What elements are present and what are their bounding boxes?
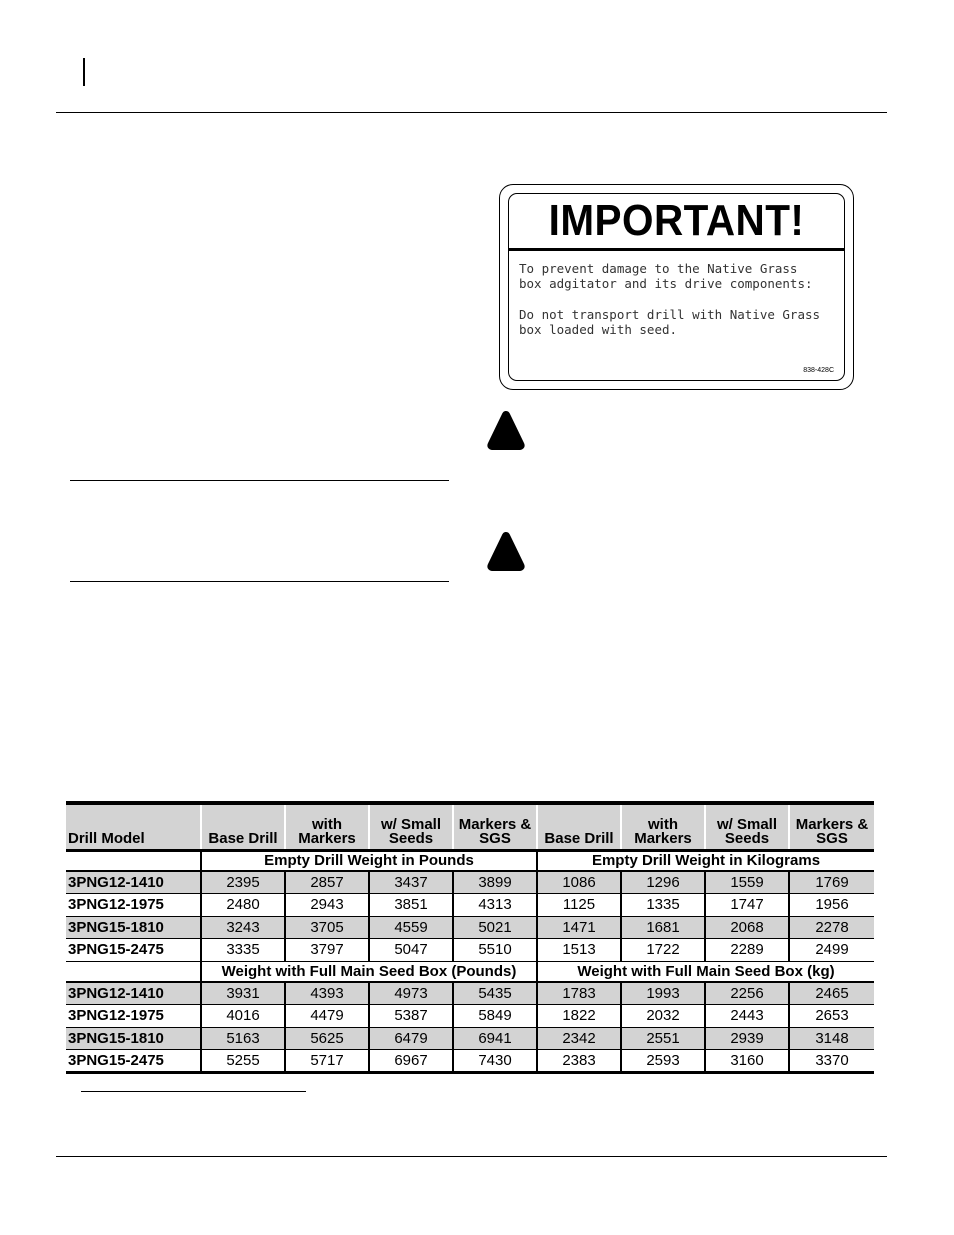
drill-weight-table xyxy=(66,801,874,1074)
section-heading-full-pounds: Weight with Full Main Seed Box (Pounds) xyxy=(201,961,537,982)
footer-rule xyxy=(56,1156,887,1157)
table-row xyxy=(66,894,874,917)
weight-cell: 4016 xyxy=(201,1005,285,1028)
weight-cell: 1335 xyxy=(621,894,705,917)
weight-cell: 4393 xyxy=(285,982,369,1005)
drill-model-cell: 3PNG12-1975 xyxy=(66,894,201,917)
weight-cell: 4559 xyxy=(369,916,453,939)
weight-cell: 5163 xyxy=(201,1027,285,1050)
table-row xyxy=(66,871,874,894)
weight-cell: 3899 xyxy=(453,871,537,894)
header-vertical-bar xyxy=(83,58,85,86)
column-header-small-seeds-kg: w/ Small Seeds xyxy=(705,803,789,850)
drill-model-cell: 3PNG15-1810 xyxy=(66,916,201,939)
weight-cell: 5387 xyxy=(369,1005,453,1028)
weight-cell: 6479 xyxy=(369,1027,453,1050)
weight-cell: 2465 xyxy=(789,982,874,1005)
decal-text-line-2: box adgitator and its drive components: xyxy=(519,276,813,291)
weight-cell: 2499 xyxy=(789,939,874,962)
section-heading-row xyxy=(66,961,874,982)
weight-cell: 6941 xyxy=(453,1027,537,1050)
section-heading-row xyxy=(66,850,874,871)
table-row xyxy=(66,1050,874,1073)
weight-cell: 3148 xyxy=(789,1027,874,1050)
column-header-with-markers-lb: with Markers xyxy=(285,803,369,850)
column-header-small-seeds-lb: w/ Small Seeds xyxy=(369,803,453,850)
weight-cell: 1783 xyxy=(537,982,621,1005)
important-decal-frame xyxy=(508,193,845,381)
weight-cell: 2289 xyxy=(705,939,789,962)
decal-text-line-4: box loaded with seed. xyxy=(519,322,678,337)
drill-model-cell: 3PNG12-1410 xyxy=(66,871,201,894)
weight-cell: 2032 xyxy=(621,1005,705,1028)
weight-cell: 1471 xyxy=(537,916,621,939)
weight-cell: 2480 xyxy=(201,894,285,917)
decal-part-number: 838-428C xyxy=(803,367,834,374)
weight-cell: 5717 xyxy=(285,1050,369,1073)
weight-cell: 1125 xyxy=(537,894,621,917)
column-header-base-drill-lb: Base Drill xyxy=(201,803,285,850)
weight-cell: 2068 xyxy=(705,916,789,939)
drill-model-cell: 3PNG15-2475 xyxy=(66,1050,201,1073)
table-row xyxy=(66,1005,874,1028)
weight-cell: 5047 xyxy=(369,939,453,962)
weight-cell: 2278 xyxy=(789,916,874,939)
section-heading-blank xyxy=(66,850,201,871)
weight-cell: 3437 xyxy=(369,871,453,894)
weight-cell: 6967 xyxy=(369,1050,453,1073)
weight-cell: 2593 xyxy=(621,1050,705,1073)
weight-cell: 5021 xyxy=(453,916,537,939)
weight-cell: 2443 xyxy=(705,1005,789,1028)
weight-cell: 5849 xyxy=(453,1005,537,1028)
safety-alert-icon xyxy=(486,530,526,572)
column-header-markers-sgs-lb: Markers & SGS xyxy=(453,803,537,850)
weight-cell: 3370 xyxy=(789,1050,874,1073)
weight-cell: 1956 xyxy=(789,894,874,917)
weight-cell: 2342 xyxy=(537,1027,621,1050)
section-heading-blank xyxy=(66,961,201,982)
drill-model-cell: 3PNG15-2475 xyxy=(66,939,201,962)
section-heading-empty-pounds: Empty Drill Weight in Pounds xyxy=(201,850,537,871)
table-row xyxy=(66,916,874,939)
section-heading-full-kilograms: Weight with Full Main Seed Box (kg) xyxy=(537,961,874,982)
weight-cell: 3160 xyxy=(705,1050,789,1073)
drill-model-cell: 3PNG15-1810 xyxy=(66,1027,201,1050)
table-header-row xyxy=(66,803,874,850)
weight-cell: 5510 xyxy=(453,939,537,962)
weight-cell: 1722 xyxy=(621,939,705,962)
footnote-rule xyxy=(81,1091,306,1092)
weight-cell: 1993 xyxy=(621,982,705,1005)
important-decal xyxy=(499,184,854,390)
decal-text-line-3: Do not transport drill with Native Grass xyxy=(519,307,821,322)
weight-cell: 2939 xyxy=(705,1027,789,1050)
weight-cell: 3705 xyxy=(285,916,369,939)
header-rule xyxy=(56,112,887,113)
weight-cell: 1513 xyxy=(537,939,621,962)
weight-cell: 3335 xyxy=(201,939,285,962)
weight-cell: 2395 xyxy=(201,871,285,894)
weight-cell: 1822 xyxy=(537,1005,621,1028)
weight-cell: 1296 xyxy=(621,871,705,894)
weight-cell: 2653 xyxy=(789,1005,874,1028)
left-column-rule-top xyxy=(70,480,449,481)
weight-cell: 1747 xyxy=(705,894,789,917)
column-header-markers-sgs-kg: Markers & SGS xyxy=(789,803,874,850)
weight-cell: 2943 xyxy=(285,894,369,917)
drill-model-cell: 3PNG12-1975 xyxy=(66,1005,201,1028)
weight-cell: 4313 xyxy=(453,894,537,917)
column-header-with-markers-kg: with Markers xyxy=(621,803,705,850)
weight-cell: 2256 xyxy=(705,982,789,1005)
weight-cell: 3243 xyxy=(201,916,285,939)
column-header-drill-model: Drill Model xyxy=(66,803,201,850)
weight-cell: 2857 xyxy=(285,871,369,894)
section-heading-empty-kilograms: Empty Drill Weight in Kilograms xyxy=(537,850,874,871)
weight-cell: 1681 xyxy=(621,916,705,939)
decal-text-line-1: To prevent damage to the Native Grass xyxy=(519,261,798,276)
weight-cell: 5435 xyxy=(453,982,537,1005)
weight-cell: 3797 xyxy=(285,939,369,962)
decal-title: IMPORTANT! xyxy=(548,196,805,245)
weight-cell: 1086 xyxy=(537,871,621,894)
weight-cell: 7430 xyxy=(453,1050,537,1073)
weight-cell: 5625 xyxy=(285,1027,369,1050)
weight-cell: 5255 xyxy=(201,1050,285,1073)
table-row xyxy=(66,1027,874,1050)
weight-cell: 2551 xyxy=(621,1027,705,1050)
weight-cell: 3851 xyxy=(369,894,453,917)
decal-title-divider xyxy=(509,248,844,251)
column-header-base-drill-kg: Base Drill xyxy=(537,803,621,850)
safety-alert-icon xyxy=(486,409,526,451)
weight-cell: 2383 xyxy=(537,1050,621,1073)
weight-cell: 1559 xyxy=(705,871,789,894)
weight-cell: 3931 xyxy=(201,982,285,1005)
weight-cell: 4973 xyxy=(369,982,453,1005)
weight-cell: 4479 xyxy=(285,1005,369,1028)
table-row xyxy=(66,982,874,1005)
table-body xyxy=(66,850,874,1072)
weight-cell: 1769 xyxy=(789,871,874,894)
drill-model-cell: 3PNG12-1410 xyxy=(66,982,201,1005)
left-column-rule-bottom xyxy=(70,581,449,582)
table-row xyxy=(66,939,874,962)
